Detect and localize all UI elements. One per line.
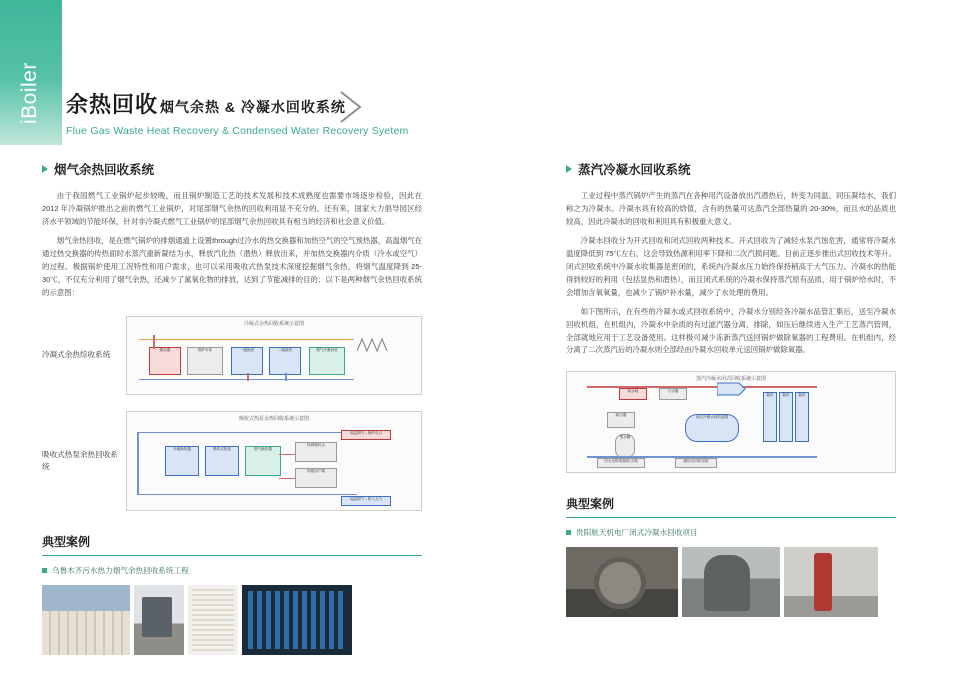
right-paragraph-1: 工业过程中蒸汽锅炉产生的蒸汽在各种用汽设备放出汽潜热后，转变为同温、同压凝结水，我们称之为冷凝水。冷凝水具有较高的焓值，含有的热量可达蒸汽全部热量的 20-30%，而且水的品质也较高，因此冷凝水的回收和利用具有积极重大意义。 bbox=[566, 191, 896, 226]
right-case-subtitle bbox=[566, 527, 896, 538]
left-column bbox=[42, 160, 422, 655]
right-paragraph-3: 如下图所示，在有些的冷凝水或式回收系统中，冷凝水分别经各冷凝水品管汇集后，送至冷凝水回收机组，在机组内，冷凝水中杂质的有过滤汽器分离、排除，如压后继续进入生产工艺蒸汽管网，全部就地应用于工艺设备使用。这样极可减少冻新蒸汽送回锅炉做除氧器的工程费用。在机组内，经分离了二次蒸汽后的冷凝水则全部经由冷凝水回收单元送回锅炉做除氧器。 bbox=[566, 306, 896, 355]
right-case-subtitle-text: 贵阳航天机电厂闭式冷凝水回收项目 bbox=[576, 528, 698, 538]
brand-name: iBoiler bbox=[18, 62, 41, 124]
left-case-subtitle bbox=[42, 565, 422, 576]
left-paragraph-2: 烟气余热回收，是在燃气锅炉的排烟通道上设置through过冷水的热交换器和加热空气的空气预热器，高温烟气在通过热交换器的传热面时水蒸汽重新凝结为水，释放汽化热（潜热）释放出来，并加热交换器内介质（冷水或空气）的过程。极据锅炉使用工况特性和用户需求，也可以采用吸收式热泵技术深度挖掘烟气余热，将烟气温度降到 25-30℃，不仅充分利用了烟气余热，还减少了氮氧化物的排放，达到了节能减排的目的；以下是两种烟气余热回收系统的示意图： bbox=[42, 235, 422, 297]
diagram-1-figure: 冷凝式余热回收系统示意图 燃烧器 锅炉本体 一级换热 二级换热 烟气冷凝回收 bbox=[126, 316, 422, 395]
photo-item bbox=[134, 585, 184, 655]
left-section-title bbox=[42, 160, 422, 184]
diagram-1-label: 冷凝式余热综收系统 bbox=[42, 350, 111, 360]
right-section-title bbox=[566, 160, 896, 184]
right-section-title-text: 蒸汽冷凝水回收系统 bbox=[578, 163, 691, 177]
photo-item bbox=[242, 585, 352, 655]
page-title-en: Flue Gas Waste Heat Recovery & Condensed Water Recovery Syetem bbox=[66, 125, 409, 137]
page-title bbox=[66, 88, 486, 119]
photo-item bbox=[42, 585, 130, 655]
diagram-row-absorption bbox=[42, 411, 422, 511]
page-title-sub: 烟气余热 & 冷凝水回收系统 bbox=[160, 99, 346, 115]
triangle-bullet-icon bbox=[42, 165, 48, 173]
photo-item bbox=[566, 547, 678, 617]
right-column bbox=[566, 160, 896, 617]
chevron-right-icon bbox=[338, 90, 364, 124]
left-case-subtitle-text: 乌鲁木齐污水热力烟气余热回收系统工程 bbox=[52, 565, 189, 575]
page-title-main: 余热回收 bbox=[66, 92, 159, 117]
photo-item bbox=[682, 547, 780, 617]
diagram-2-label: 吸收式热泵余热回收系统 bbox=[42, 450, 118, 471]
right-case-head: 典型案例 bbox=[566, 495, 896, 518]
diagram-2-title: 吸收式热泵余热回收系统示意图 bbox=[238, 415, 309, 422]
left-paragraph-1: 由于我国燃气工业锅炉起步较晚，而且锅炉制造工艺的技术发展和技术成熟度也需要市场逐步检验，因此在 2012 年冷凝锅炉推出之前的燃气工业锅炉，对尾部烟气余热的回收利用显不充分的。还有来，国家大力倡导园区经济水平领域的节能环保，针对非冷凝式燃气工业锅炉的尾部烟气余热回收具有相当的经济和社会意义价值。 bbox=[42, 191, 422, 226]
right-diagram-title: 蒸汽冷凝水闭式回收系统示意图 bbox=[695, 376, 766, 383]
diagram-row-condensing bbox=[42, 316, 422, 395]
left-photo-gallery bbox=[42, 585, 422, 655]
square-bullet-icon bbox=[42, 568, 47, 573]
left-section-title-text: 烟气余热回收系统 bbox=[54, 163, 155, 177]
photo-item bbox=[784, 547, 878, 617]
diagram-1-title: 冷凝式余热回收系统示意图 bbox=[243, 320, 304, 327]
brand-tab bbox=[0, 0, 62, 145]
diagram-2-figure: 吸收式热泵余热回收系统示意图 冷凝换热器 吸收式热泵 烟气换热器 热网循环水 供暖用户端 高温烟气→锅炉出口 低温烟气→排入大气 bbox=[126, 411, 422, 511]
right-photo-gallery bbox=[566, 547, 896, 617]
photo-item bbox=[188, 585, 238, 655]
right-diagram-figure: 蒸汽冷凝水闭式回收系统示意图 疏水阀 分水器 换热 换热 换热 除污器 集水罐 闭式冷凝水回收装置 凝结水回收泵组 回水至除氧器/软水箱 bbox=[566, 371, 896, 473]
left-case-head: 典型案例 bbox=[42, 533, 422, 556]
right-paragraph-2: 冷凝水回收分为开式回收和闭式回收两种技术。开式回收为了减轻水泵汽蚀危害，通常将冷凝水温度降低到 75℃左右，这会导致热源利用率下降和二次汽损问题。目前正逐步推出式回收技术等升。闭式回收系统中冷凝水收集器是密闭的，系统内冷凝水压力始终保持稍高于大气压力。冷凝水的热能得到较好的利用（包括显热和潜热），而且闭式系统的冷凝水保持蒸汽原有品质，用于锅炉给水时，不会增加含氧氧量，也减少了锅炉补水量，减少了水处理的费用。 bbox=[566, 235, 896, 297]
page-header bbox=[66, 88, 486, 137]
triangle-bullet-icon bbox=[566, 165, 572, 173]
square-bullet-icon bbox=[566, 530, 571, 535]
